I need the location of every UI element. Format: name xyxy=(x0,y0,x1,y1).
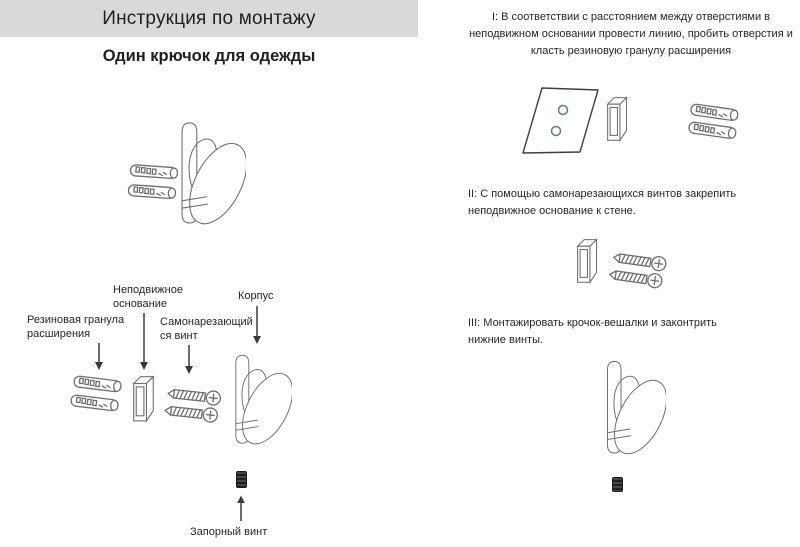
locking-screw-icon xyxy=(236,471,247,488)
page-subtitle: Один крючок для одежды xyxy=(102,47,316,65)
hook-body-icon xyxy=(178,123,258,233)
fixed-base-icon xyxy=(578,240,597,283)
self-tapping-screw-icon xyxy=(613,250,667,271)
step-3-illustration xyxy=(588,354,668,464)
drill-hole-icon xyxy=(559,106,568,115)
fixed-base-icon xyxy=(608,98,627,141)
step-2-text: II: С помощью самонарезающихся винтов закрепить неподвижное основание к стене. xyxy=(468,188,737,217)
title-banner xyxy=(0,0,418,37)
step-1-illustration xyxy=(515,82,750,177)
drill-hole-icon xyxy=(552,127,561,136)
wall-plug-icon xyxy=(130,165,178,179)
wall-plug-icon xyxy=(73,376,121,393)
wall-plug-icon xyxy=(688,122,736,139)
assembled-hook-illustration xyxy=(118,110,268,245)
label-locking-screw: Запорный винт xyxy=(190,526,268,538)
label-rubber-plug: Резиновая гранула расширения xyxy=(27,314,125,340)
fixed-base-icon xyxy=(134,377,154,421)
label-self-tapping-screw: Самонарезающий ся винт xyxy=(160,316,253,342)
exploded-view-illustration xyxy=(20,348,310,473)
step-1-text: I: В соответствии с расстоянием между отверстиями в неподвижном основании провести линию, пробить отверстия и класть резиновую гранулу расширения xyxy=(469,11,793,57)
hook-body-icon xyxy=(604,362,668,462)
wall-plug-icon xyxy=(128,185,176,199)
self-tapping-screw-icon xyxy=(167,386,221,405)
wall-plug-icon xyxy=(70,395,118,412)
label-body: Корпус xyxy=(238,290,274,302)
step-3-text: III: Монтажировать крочок-вешалки и законтрить нижние винты. xyxy=(468,317,717,346)
arrow-locking-screw xyxy=(237,496,245,522)
hook-body-icon xyxy=(232,355,303,451)
self-tapping-screw-icon xyxy=(164,403,218,422)
wall-panel-icon xyxy=(523,88,598,153)
label-fixed-base: Неподвижное основание xyxy=(113,284,183,310)
self-tapping-screw-icon xyxy=(609,267,663,288)
locking-screw-icon xyxy=(612,477,623,492)
step-2-illustration xyxy=(570,232,690,302)
page-title: Инструкция по монтажу xyxy=(102,7,316,29)
wall-plug-icon xyxy=(690,104,738,121)
